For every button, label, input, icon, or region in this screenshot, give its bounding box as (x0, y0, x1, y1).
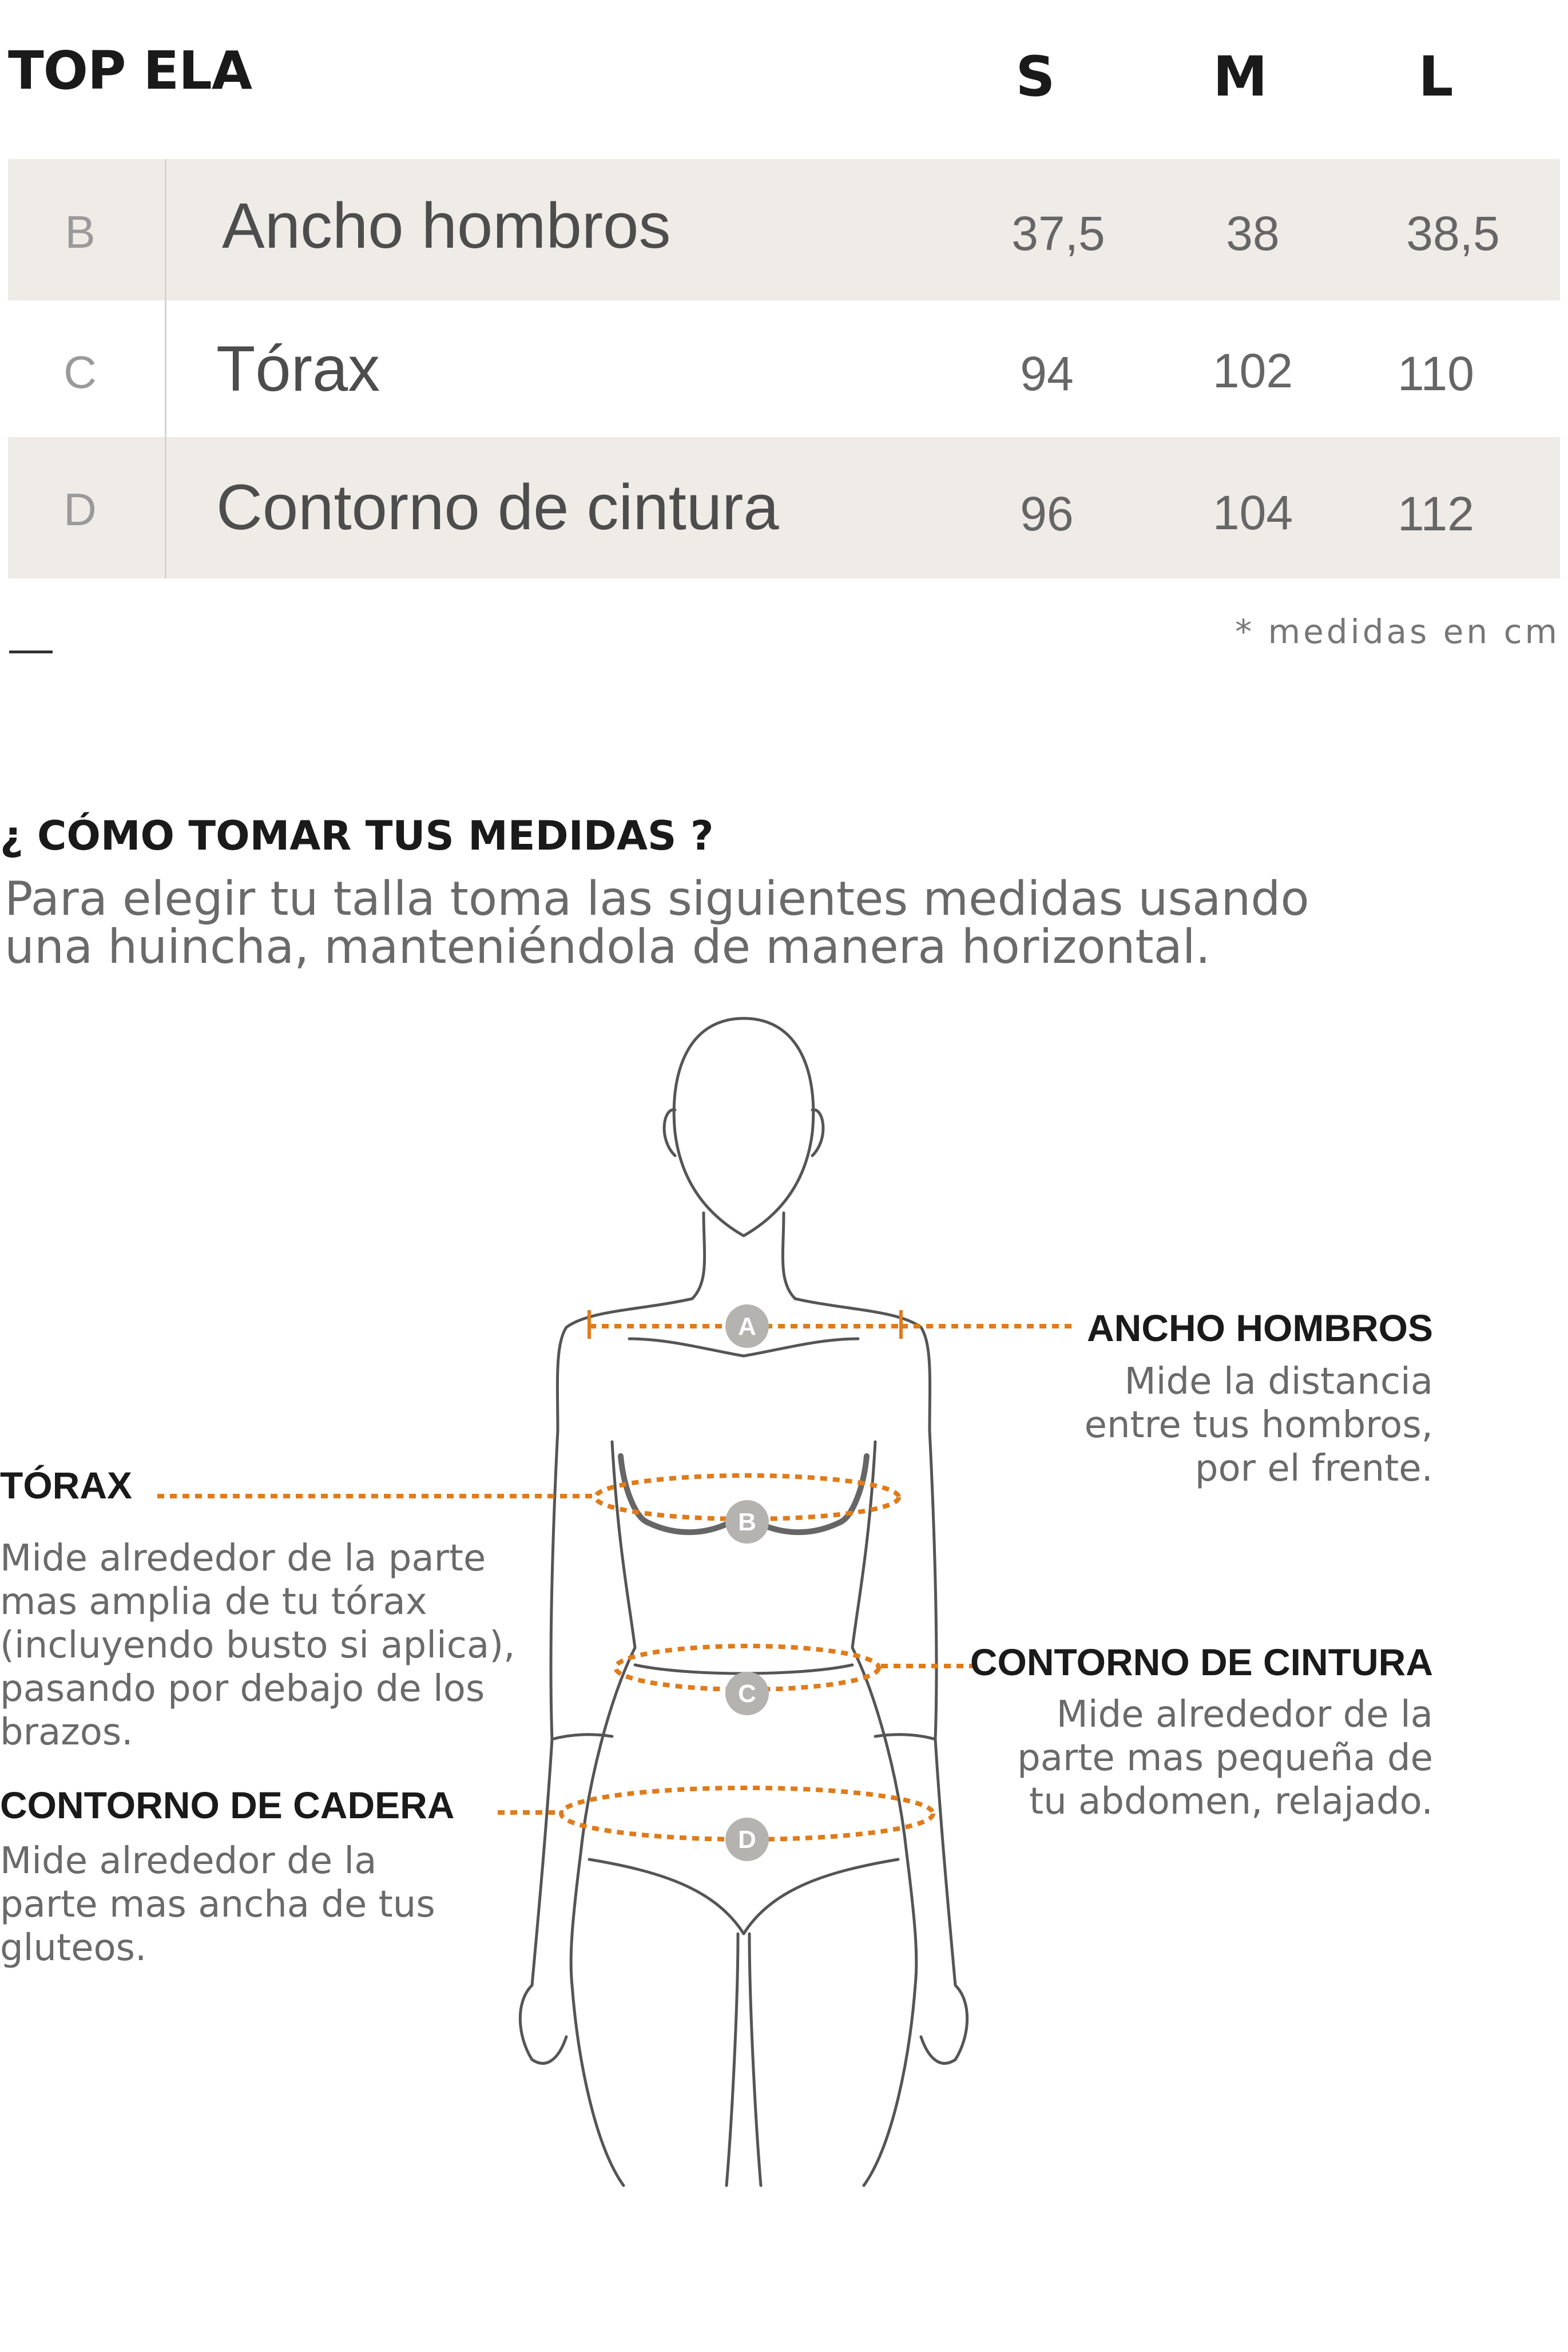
value-m: 104 (1212, 486, 1293, 540)
table-divider (165, 159, 166, 578)
size-header-m: M (1213, 45, 1268, 109)
value-l: 112 (1398, 487, 1474, 541)
marker-d-label: D (738, 1826, 756, 1854)
value-m: 102 (1212, 344, 1293, 398)
hip-title: CONTORNO DE CADERA (0, 1784, 455, 1826)
size-header-s: S (1015, 45, 1055, 109)
description-line: Mide alrededor de la parte (0, 1537, 486, 1580)
description-line: Mide la distancia (1124, 1361, 1433, 1403)
description-line: por el frente. (1194, 1447, 1433, 1490)
description-line: tu abdomen, relajado. (1029, 1780, 1433, 1823)
row-label: Ancho hombros (222, 190, 671, 261)
description-line: brazos. (0, 1711, 133, 1754)
size-header-l: L (1418, 45, 1454, 109)
marker-a (725, 1304, 769, 1348)
description-line: Mide alrededor de la (1056, 1693, 1433, 1736)
description-line: entre tus hombros, (1084, 1404, 1433, 1446)
description-line: parte mas pequeña de (1017, 1737, 1433, 1779)
waist-description (804, 1693, 1433, 1823)
chest-title: TÓRAX (0, 1464, 132, 1506)
description-line: parte mas ancha de tus (0, 1883, 435, 1926)
howto-title: ¿ CÓMO TOMAR TUS MEDIDAS ? (0, 812, 714, 859)
howto-line: una huincha, manteniéndola de manera horizontal. (5, 920, 1210, 974)
description-line: pasando por debajo de los (0, 1668, 485, 1710)
description-line: mas amplia de tu tórax (0, 1581, 427, 1623)
waist-annotation (804, 1640, 1433, 1823)
marker-c-label: C (738, 1680, 756, 1708)
shoulders-description (861, 1360, 1433, 1490)
value-l: 110 (1398, 347, 1474, 400)
shoulders-annotation (861, 1306, 1433, 1490)
hip-annotation (0, 1783, 572, 1970)
units-note: * medidas en cm (1235, 612, 1560, 651)
row-label: Contorno de cintura (216, 471, 779, 543)
waist-title: CONTORNO DE CINTURA (970, 1641, 1433, 1683)
description-line: (incluyendo busto si aplica), (0, 1624, 515, 1667)
marker-b (725, 1500, 769, 1544)
divider-dash (9, 651, 53, 653)
marker-b-label: B (738, 1508, 756, 1536)
shoulders-title: ANCHO HOMBROS (1087, 1307, 1433, 1349)
chest-annotation (0, 1463, 572, 1754)
row-letter: C (63, 347, 97, 398)
row-letter: B (65, 207, 96, 257)
row-label: Tórax (216, 333, 380, 404)
value-s: 37,5 (1011, 207, 1105, 260)
description-line: Mide alrededor de la (0, 1840, 377, 1882)
marker-c (725, 1672, 769, 1715)
chest-description (0, 1537, 572, 1754)
howto-description (5, 872, 1320, 974)
value-m: 38 (1226, 207, 1280, 260)
value-l: 38,5 (1406, 207, 1500, 260)
description-line: gluteos. (0, 1927, 147, 1969)
marker-a-label: A (738, 1312, 756, 1340)
hip-description (0, 1839, 572, 1970)
row-letter: D (63, 484, 97, 535)
marker-d (725, 1818, 769, 1861)
product-title: TOP ELA (8, 40, 252, 101)
howto-line: Para elegir tu talla toma las siguientes medidas usando (5, 872, 1309, 926)
value-s: 94 (1020, 347, 1074, 400)
value-s: 96 (1020, 487, 1074, 541)
